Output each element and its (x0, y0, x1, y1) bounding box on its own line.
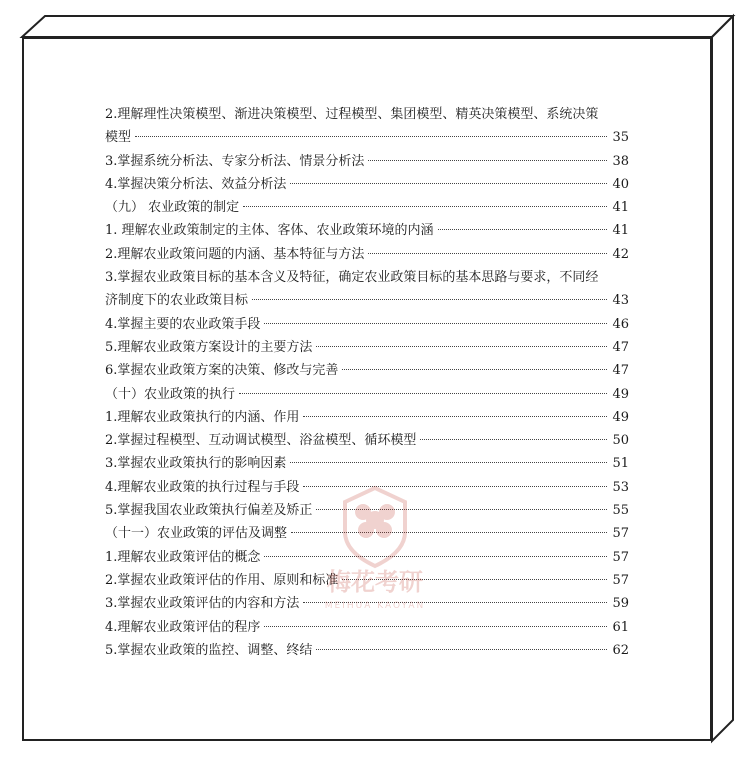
dot-leader (243, 206, 607, 207)
toc-entry-text: 4.掌握主要的农业政策手段 (105, 316, 261, 332)
dot-leader (290, 462, 607, 463)
toc-entry-text-cont: 模型 (105, 130, 132, 146)
toc-entry-text: 1. 理解农业政策制定的主体、客体、农业政策环境的内涵 (105, 223, 434, 239)
toc-entry[interactable] (105, 196, 629, 219)
toc-entry[interactable] (105, 359, 629, 382)
toc-entry-text: 4.掌握决策分析法、效益分析法 (105, 176, 287, 192)
toc-entry[interactable] (105, 103, 629, 150)
toc-entry-text: 4.理解农业政策评估的程序 (105, 619, 261, 635)
toc-entry-text: 2.理解农业政策问题的内涵、基本特征与方法 (105, 246, 365, 262)
plum-blossom-icon (345, 488, 405, 566)
toc-page-number: 40 (612, 176, 629, 192)
toc-entry[interactable] (105, 313, 629, 336)
dot-leader (252, 299, 607, 300)
toc-entry-text: 3.掌握农业政策评估的内容和方法 (105, 596, 300, 612)
toc-entry-text: （九） 农业政策的制定 (105, 200, 240, 216)
toc-page-number: 43 (612, 293, 629, 309)
dot-leader (342, 369, 607, 370)
toc-entry[interactable] (105, 266, 629, 313)
toc-page-number: 47 (612, 339, 629, 355)
toc-page-number: 41 (612, 223, 629, 239)
toc-entry-text: 2.掌握农业政策评估的作用、原则和标准 (105, 572, 339, 588)
toc-page-number: 62 (612, 642, 629, 658)
toc-page-number: 55 (612, 503, 629, 519)
toc-entry[interactable] (105, 336, 629, 359)
dot-leader (316, 346, 607, 347)
toc-entry[interactable] (105, 429, 629, 452)
toc-entry-text: 3.掌握农业政策执行的影响因素 (105, 456, 287, 472)
dot-leader (264, 626, 607, 627)
toc-page-number: 42 (612, 246, 629, 262)
toc-entry-text: （十）农业政策的执行 (105, 386, 236, 402)
toc-page-number: 57 (612, 572, 629, 588)
toc-page-number: 47 (612, 363, 629, 379)
toc-entry[interactable] (105, 173, 629, 196)
toc-entry[interactable] (105, 150, 629, 173)
toc-page-number: 61 (612, 619, 629, 635)
toc-entry-text: 4.理解农业政策的执行过程与手段 (105, 479, 300, 495)
toc-entry-text: 5.掌握农业政策的监控、调整、终结 (105, 642, 313, 658)
toc-page-number: 49 (612, 386, 629, 402)
toc-entry-text: 2.理解理性决策模型、渐进决策模型、过程模型、集团模型、精英决策模型、系统决策 (105, 107, 599, 122)
dot-leader (368, 160, 607, 161)
watermark-subtext: MEIHUA KAOYAN (324, 601, 426, 611)
dot-leader (264, 323, 607, 324)
dot-leader (135, 136, 607, 137)
toc-page-number: 53 (612, 479, 629, 495)
toc-entry-text: 6.掌握农业政策方案的决策、修改与完善 (105, 363, 339, 379)
toc-entry-text: 3.掌握农业政策目标的基本含义及特征，确定农业政策目标的基本思路与要求，不同经 (105, 270, 599, 286)
dot-leader (368, 253, 607, 254)
toc-entry[interactable] (105, 639, 629, 662)
toc-page-number: 35 (612, 130, 629, 146)
toc-entry[interactable] (105, 219, 629, 242)
toc-entry[interactable] (105, 243, 629, 266)
dot-leader (290, 183, 607, 184)
toc-entry[interactable] (105, 383, 629, 406)
toc-page-number: 49 (612, 409, 629, 425)
toc-entry-text: 2.掌握过程模型、互动调试模型、浴盆模型、循环模型 (105, 433, 417, 449)
dot-leader (239, 393, 607, 394)
toc-page-number: 57 (612, 526, 629, 542)
dot-leader (438, 229, 607, 230)
toc-page-number: 46 (612, 316, 629, 332)
dot-leader (316, 649, 607, 650)
dot-leader (420, 439, 607, 440)
toc-entry-text: 1.理解农业政策执行的内涵、作用 (105, 409, 300, 425)
toc-entry-text: 3.掌握系统分析法、专家分析法、情景分析法 (105, 153, 365, 169)
toc-page-number: 50 (612, 433, 629, 449)
watermark (300, 470, 450, 620)
toc-page-number: 59 (612, 596, 629, 612)
toc-entry-text: 1.理解农业政策评估的概念 (105, 549, 261, 565)
toc-page-number: 57 (612, 549, 629, 565)
toc-page-number: 51 (612, 456, 629, 472)
toc-entry[interactable] (105, 406, 629, 429)
toc-entry-text: （十一）农业政策的评估及调整 (105, 526, 288, 542)
toc-page-number: 41 (612, 200, 629, 216)
toc-entry-text-cont: 济制度下的农业政策目标 (105, 293, 249, 309)
watermark-text: 梅花考研 (327, 568, 423, 596)
toc-entry-text: 5.掌握我国农业政策执行偏差及矫正 (105, 503, 313, 519)
toc-page-number: 38 (612, 153, 629, 169)
toc-entry-text: 5.理解农业政策方案设计的主要方法 (105, 339, 313, 355)
dot-leader (303, 416, 607, 417)
